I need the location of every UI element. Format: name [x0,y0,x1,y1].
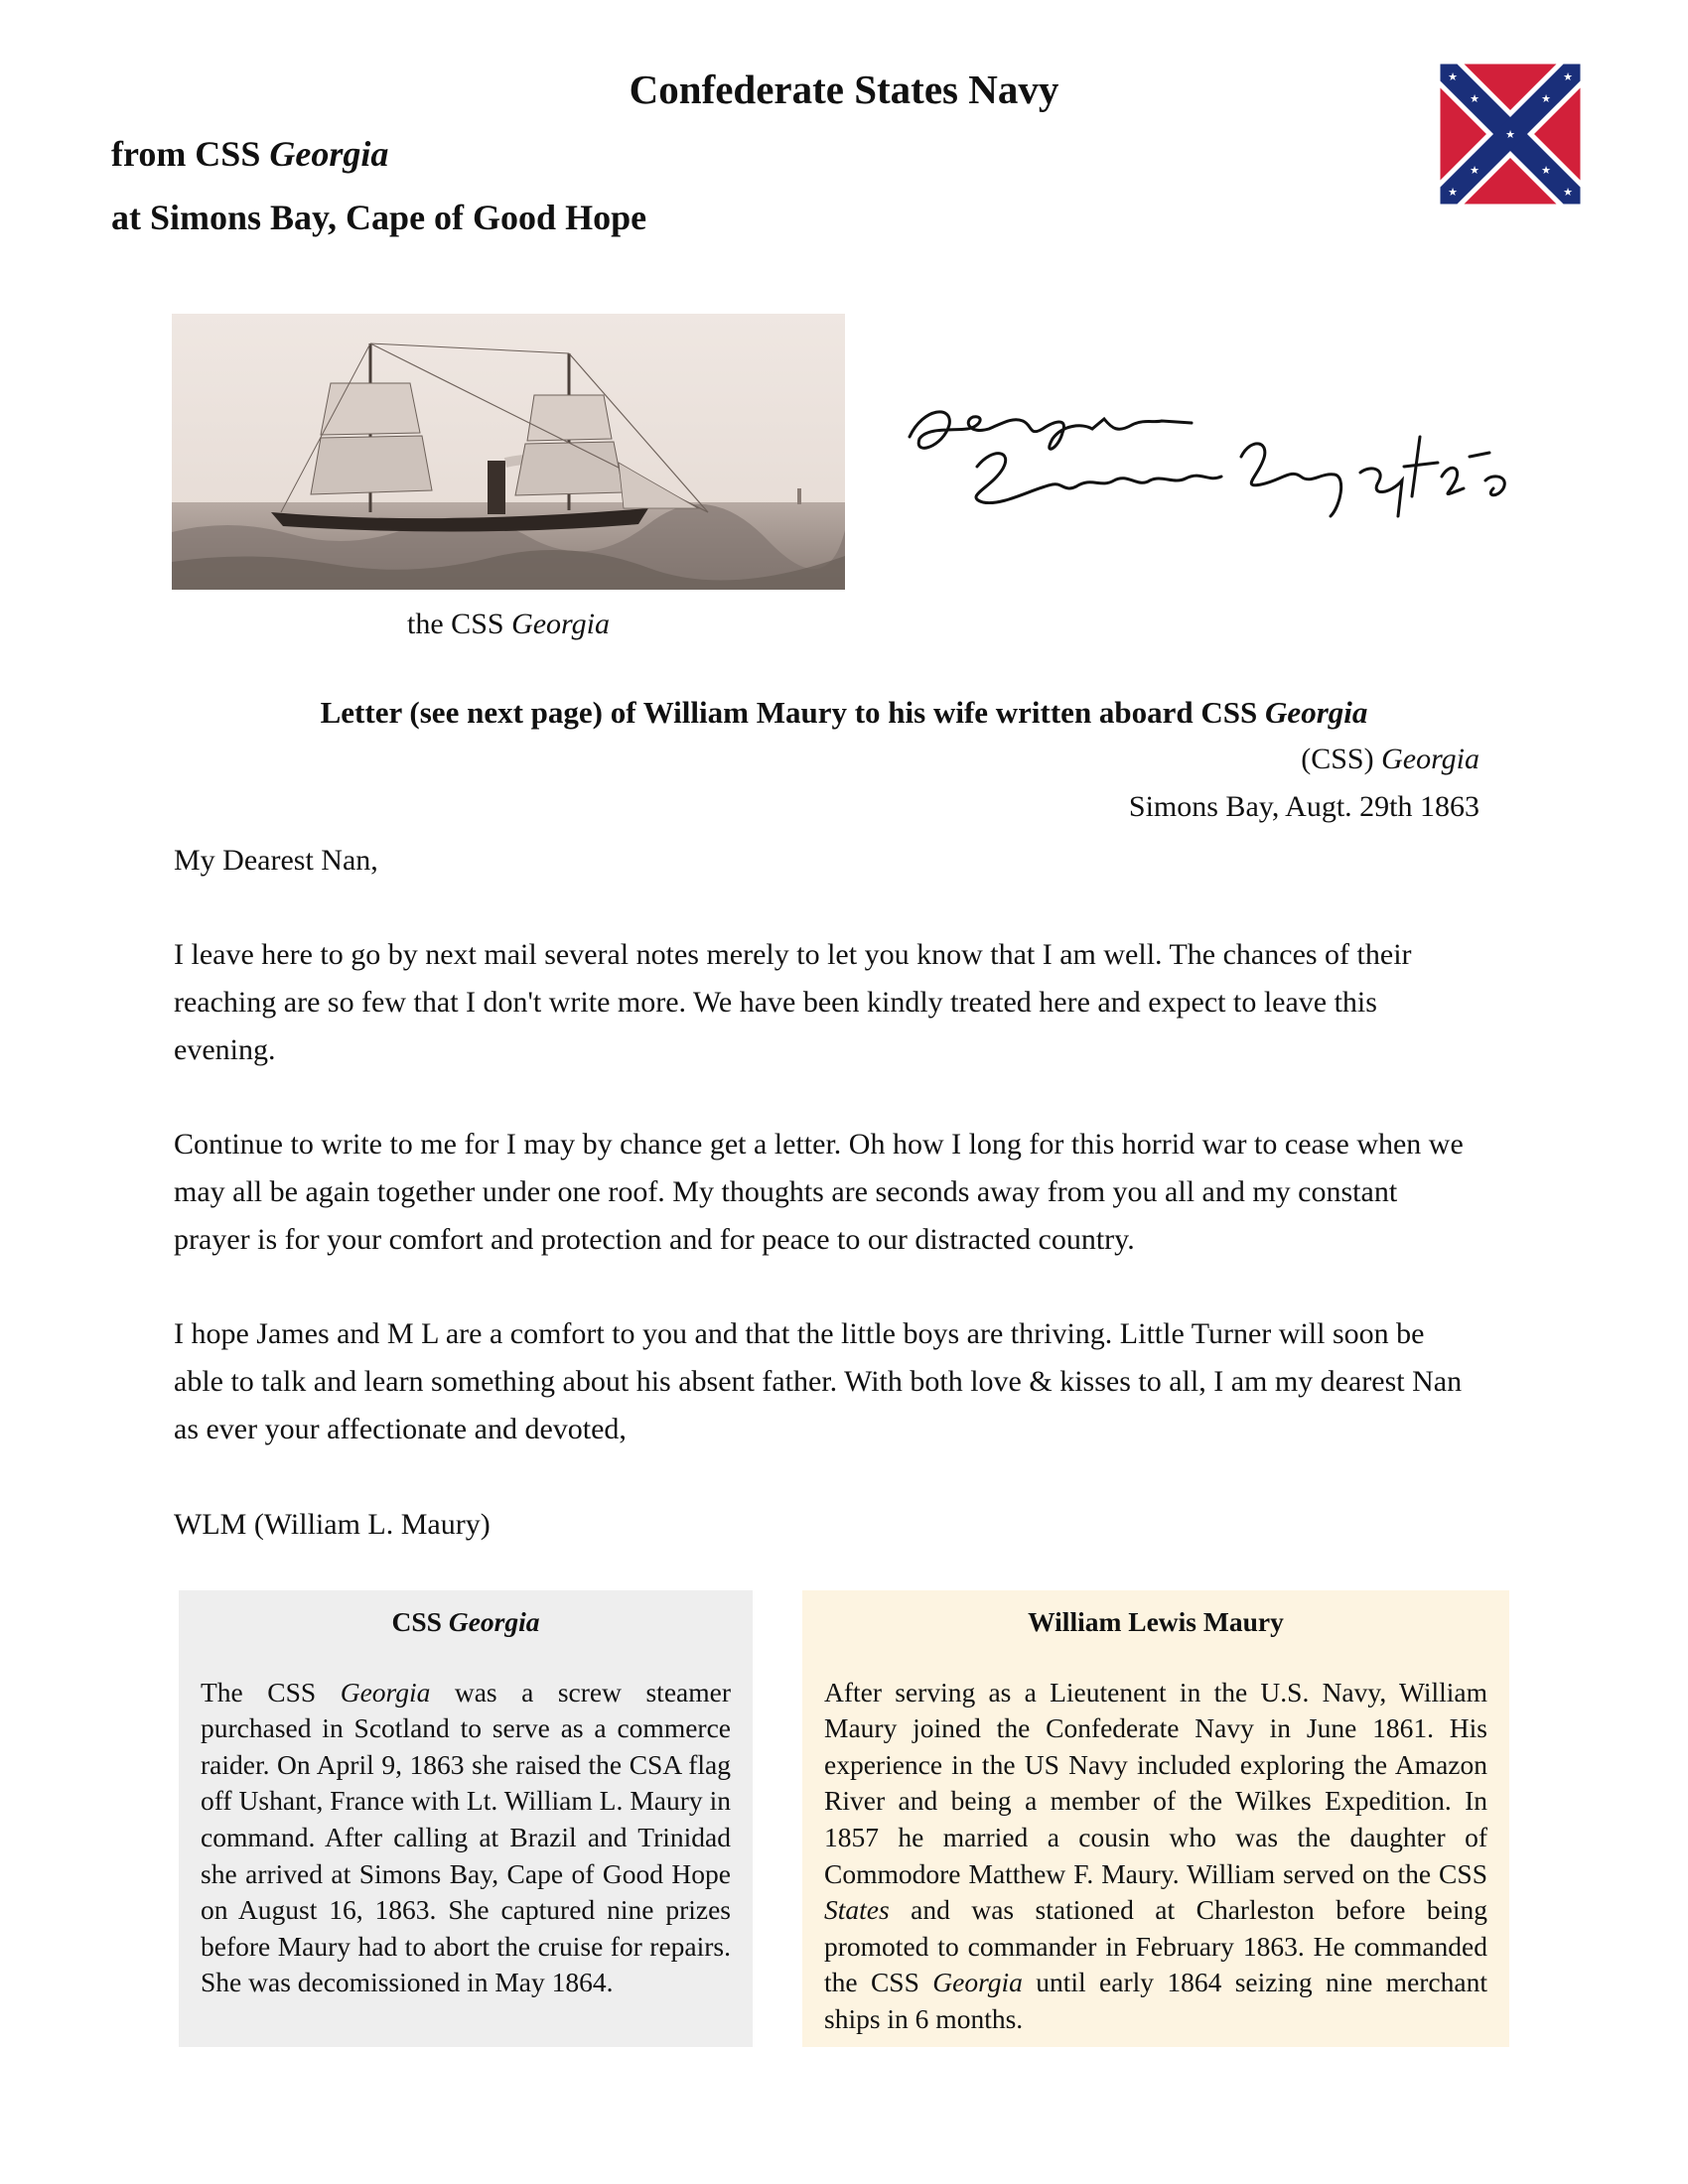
svg-text:★: ★ [1470,92,1479,105]
letter-paragraph: I hope James and M L are a comfort to you and that the little boys are thriving. Little Turner will soon be able to talk and learn something about his absent father. With both love & kisses to all, I am my dearest Nan as ever your affectionate and devoted, [174,1317,1463,1445]
box-title-ship: Georgia [448,1606,540,1637]
caption-ship-name: Georgia [511,608,610,640]
box-text-georgia: Georgia [932,1967,1023,1998]
william-maury-info-box [802,1590,1509,2047]
info-box-title [201,1604,731,1641]
letter-closing: WLM (William L. Maury) [174,1508,491,1541]
letter-paragraph: I leave here to go by next mail several notes merely to let you know that I am well. The chances of their reaching are so few that I don't write more. We have been kindly treated here and expect to leave this evening. [174,938,1412,1066]
svg-text:★: ★ [1448,70,1458,83]
box-text-b: and was stationed at Charleston before being promoted to commander in February 1863. He commanded the CSS [824,1894,1487,1998]
subtitle-prefix: from CSS [111,134,270,174]
confederate-navy-jack-flag [1438,62,1583,206]
letter-heading-text: Letter (see next page) of William Maury to his wife written aboard CSS [320,695,1266,730]
box-text-ship: Georgia [340,1676,431,1707]
svg-text:★: ★ [1563,70,1573,83]
letter-salutation: My Dearest Nan, [174,844,378,877]
svg-text:★: ★ [1505,128,1515,141]
handwritten-signature [894,377,1529,546]
ship-illustration [172,314,845,590]
box-text-states: States [824,1894,890,1926]
page-title: Confederate States Navy [629,67,1059,112]
svg-text:★: ★ [1448,186,1458,199]
subtitle-ship-name: Georgia [269,134,389,174]
svg-text:★: ★ [1541,164,1551,177]
letter-paragraph: Continue to write to me for I may by chance get a letter. Oh how I long for this horrid war to cease when we may all be again together under one roof. My thoughts are seconds away from you all and my constant prayer is for your comfort and protection and for peace to our distracted country. [174,1128,1464,1256]
subtitle-location: at Simons Bay, Cape of Good Hope [111,198,647,237]
svg-text:★: ★ [1563,186,1573,199]
box-text-a: After serving as a Lieutenent in the U.S. Navy, William Maury joined the Confederate Navy in June 1861. His experience in the US Navy included exploring the Amazon River and being a member of the Wilkes Expedition. In 1857 he married a cousin who was the daughter of Commodore Matthew F. Maury. William served on the CSS [824,1676,1487,1889]
info-box-title: William Lewis Maury [1028,1606,1284,1637]
letter-date-line: Simons Bay, Augt. 29th 1863 [1128,790,1479,823]
letter-heading [0,695,1688,731]
info-box-text [201,1675,731,2001]
box-title-prefix: CSS [391,1606,449,1637]
letter-heading-ship: Georgia [1265,695,1368,730]
box-text-c: until early 1864 seizing nine merchant ships in 6 months. [824,1967,1487,2034]
box-text-b: was a screw steamer purchased in Scotland to serve as a commerce raider. On April 9, 1863 she raised the CSA flag off Ushant, France with Lt. William L. Maury in command. After calling at Brazil and Trinidad she arrived at Simons Bay, Cape of Good Hope on August 16, 1863. She captured nine prizes before Maury had to abort the cruise for repairs. She was decomissioned in May 1864. [201,1676,731,1998]
box-text-a: The CSS [201,1676,341,1707]
css-georgia-info-box [179,1590,753,2047]
letter-ship-line [1301,743,1479,776]
subtitle-ship [111,133,388,175]
ship-line-name: Georgia [1381,743,1479,775]
ship-caption [172,608,845,641]
svg-text:★: ★ [1541,92,1551,105]
svg-text:★: ★ [1470,164,1479,177]
caption-prefix: the CSS [407,608,512,640]
info-box-text [824,1675,1487,2038]
ship-line-prefix: (CSS) [1301,743,1382,775]
